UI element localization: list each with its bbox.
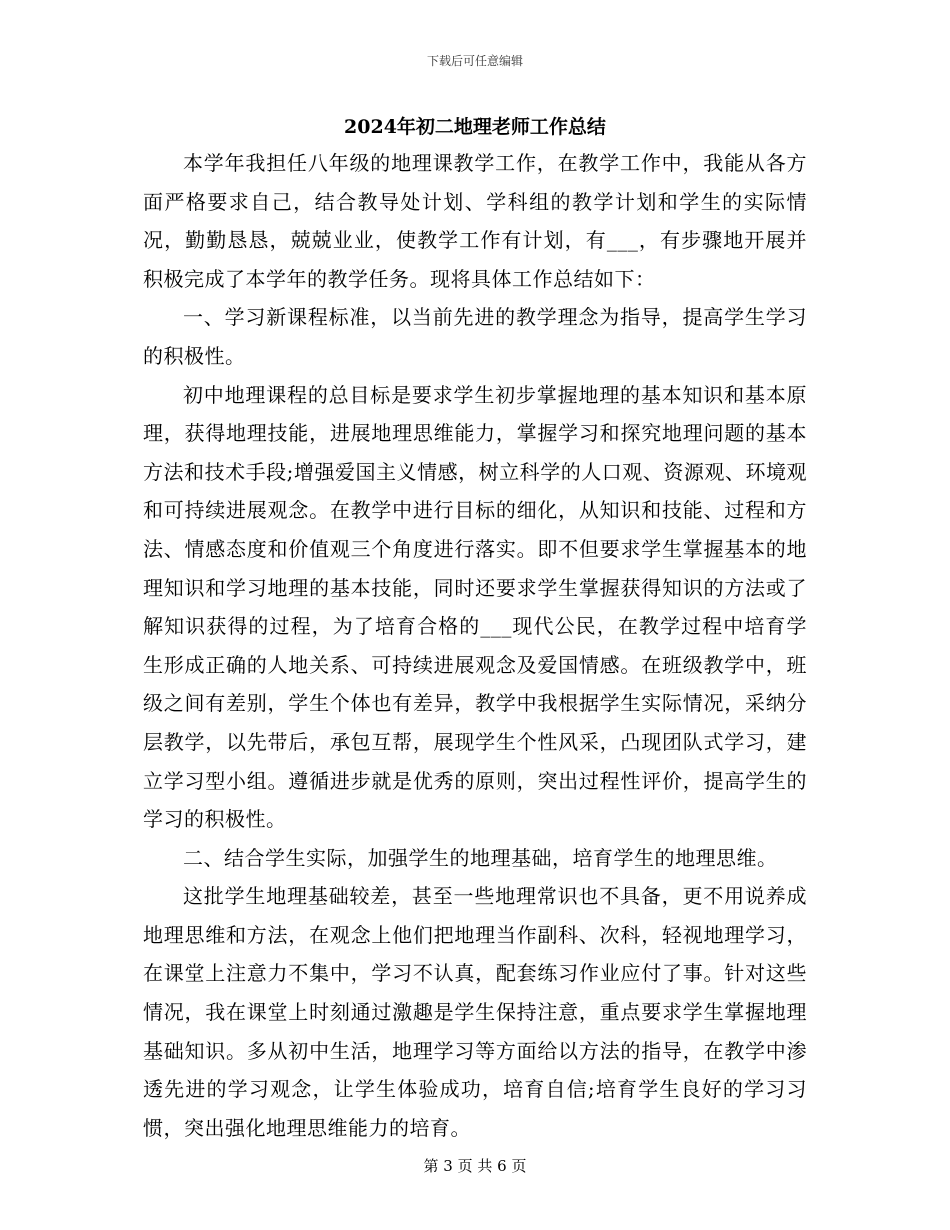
document-title: 2024年初二地理老师工作总结	[344, 116, 606, 138]
document-body	[143, 144, 807, 1147]
page-number: 第 3 页 共 6 页	[423, 1157, 527, 1175]
paragraph-section-1: 初中地理课程的总目标是要求学生初步掌握地理的基本知识和基本原理，获得地理技能，进展地理思维能力，掌握学习和探究地理问题的基本方法和技术手段;增强爱国主义情感，树立科学的人口观、资源观、环境观和可持续进展观念。在教学中进行目标的细化，从知识和技能、过程和方法、情感态度和价值观三个角度进行落实。即不但要求学生掌握基本的地理知识和学习地理的基本技能，同时还要求学生掌握获得知识的方法或了解知识获得的过程，为了培育合格的___现代公民，在教学过程中培育学生形成正确的人地关系、可持续进展观念及爱国情感。在班级教学中，班级之间有差别，学生个体也有差异，教学中我根据学生实际情况，采纳分层教学，以先带后，承包互帮，展现学生个性风采，凸现团队式学习，建立学习型小组。遵循进步就是优秀的原则，突出过程性评价，提高学生的学习的积极性。	[143, 382, 807, 832]
section-heading-1: 一、学习新课程标准，以当前先进的教学理念为指导，提高学生学习的积极性。	[143, 305, 807, 368]
download-note: 下载后可任意编辑	[426, 54, 523, 68]
paragraph-section-2: 这批学生地理基础较差，甚至一些地理常识也不具备，更不用说养成地理思维和方法，在观念上他们把地理当作副科、次科，轻视地理学习，在课堂上注意力不集中，学习不认真，配套练习作业应付了事。针对这些情况，我在课堂上时刻通过激趣是学生保持注意，重点要求学生掌握地理基础知识。多从初中生活，地理学习等方面给以方法的指导，在教学中渗透先进的学习观念，让学生体验成功，培育自信;培育学生良好的学习习惯，突出强化地理思维能力的培育。	[143, 884, 807, 1140]
paragraph-intro: 本学年我担任八年级的地理课教学工作，在教学工作中，我能从各方面严格要求自己，结合教导处计划、学科组的教学计划和学生的实际情况，勤勤恳恳，兢兢业业，使教学工作有计划，有___，有步骤地开展并积极完成了本学年的教学任务。现将具体工作总结如下：	[143, 151, 807, 291]
section-heading-2: 二、结合学生实际，加强学生的地理基础，培育学生的地理思维。	[183, 845, 778, 870]
